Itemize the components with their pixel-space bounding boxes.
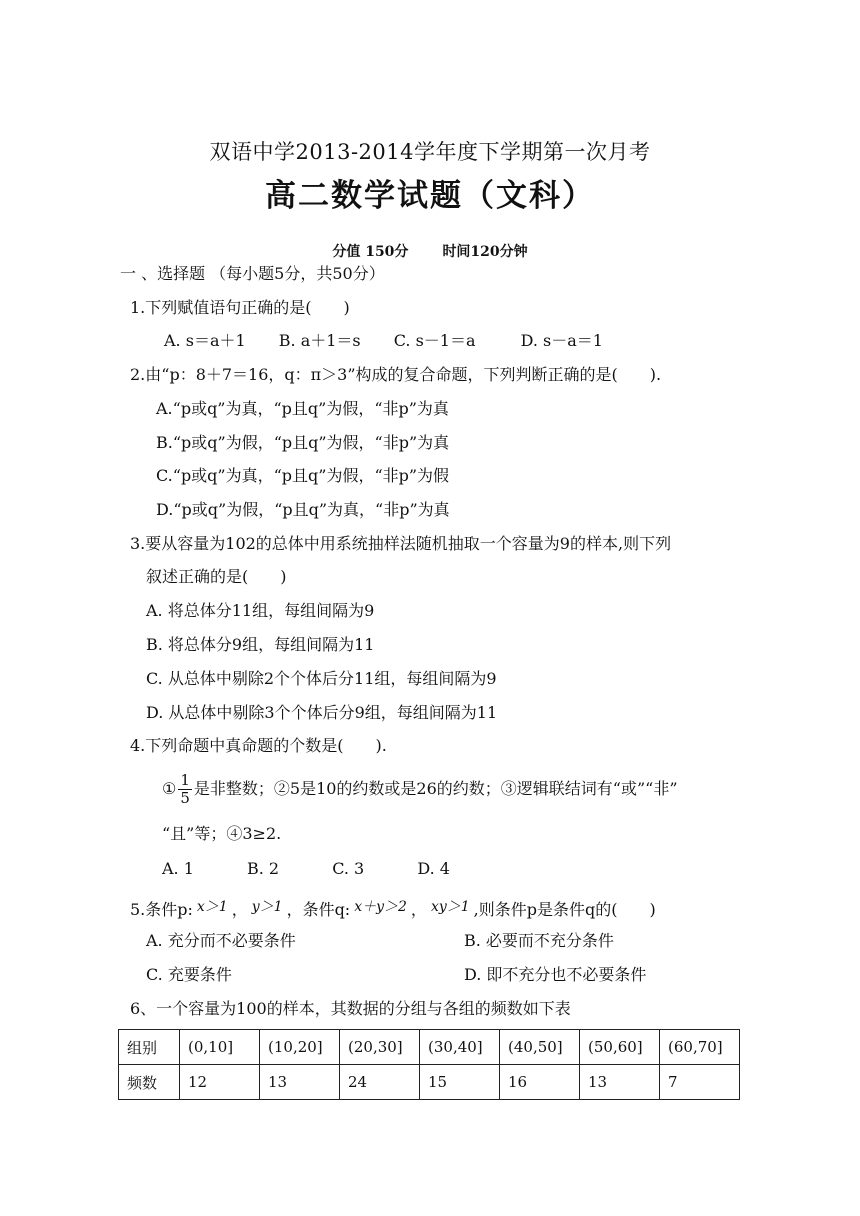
exam-subject-title: 高二数学试题（文科） [265, 178, 595, 214]
question-4-item-line2: “且”等；④3≥2. [162, 824, 282, 843]
table-cell: 15 [420, 1065, 500, 1100]
table-cell: 13 [260, 1065, 340, 1100]
question-4-item-line1 [162, 771, 678, 807]
question-4-stem: 4.下列命题中真命题的个数是( ). [130, 736, 387, 755]
fraction-one-fifth [178, 772, 192, 807]
q2-option-a: A.“p或q”为真，“p且q”为假，“非p”为真 [156, 399, 449, 418]
table-cell: 12 [180, 1065, 260, 1100]
q4-option-c: C. 3 [332, 859, 365, 878]
table-cell: (60,70] [660, 1030, 740, 1065]
question-3-stem-line1: 3.要从容量为102的总体中用系统抽样法随机抽取一个容量为9的样本,则下列 [130, 534, 672, 553]
q2-option-b: B.“p或q”为假，“p且q”为假，“非p”为真 [156, 433, 450, 452]
q2-option-d: D.“p或q”为假，“p且q”为真，“非p”为真 [156, 500, 450, 519]
q3-option-d: D. 从总体中剔除3个个体后分9组，每组间隔为11 [146, 703, 498, 722]
q5-part1: 5.条件p: [130, 900, 193, 919]
q5-condition-y: y＞1 [251, 899, 283, 915]
question-6-stem: 6、一个容量为100的样本，其数据的分组与各组的频数如下表 [130, 999, 571, 1018]
q5-option-c: C. 充要条件 [146, 965, 232, 984]
q4-option-d: D. 4 [417, 859, 450, 878]
q5-condition-x: x＞1 [196, 899, 228, 915]
exam-meta [0, 241, 860, 261]
time-info: 时间120分钟 [442, 244, 528, 260]
question-1-stem: 1.下列赋值语句正确的是( ) [130, 298, 350, 317]
q1-option-c: C. s－1＝a [393, 331, 476, 350]
table-cell: (40,50] [500, 1030, 580, 1065]
table-cell: (10,20] [260, 1030, 340, 1065]
table-cell: 7 [660, 1065, 740, 1100]
section-heading: 一 、选择题 （每小题5分，共50分） [120, 264, 385, 283]
frequency-table [118, 1029, 740, 1100]
q5-option-d: D. 即不充分也不必要条件 [464, 965, 647, 984]
fraction-numerator: 1 [180, 771, 190, 789]
q4-item1-prefix: ① [162, 779, 177, 798]
question-2-stem: 2.由“p：8＋7＝16，q：π＞3”构成的复合命题，下列判断正确的是( ). [130, 365, 662, 384]
q2-option-c: C.“p或q”为真，“p且q”为假，“非p”为假 [156, 466, 450, 485]
q5-option-b: B. 必要而不充分条件 [464, 931, 614, 950]
q5-sep1: ， [231, 900, 248, 919]
table-cell: 24 [340, 1065, 420, 1100]
table-row [119, 1030, 740, 1065]
fraction-denominator: 5 [180, 789, 190, 807]
q3-option-c: C. 从总体中剔除2个个体后分11组，每组间隔为9 [146, 669, 497, 688]
q4-option-a: A. 1 [162, 859, 194, 878]
q5-sep2: ， [410, 900, 427, 919]
q5-part2: ，条件q: [286, 900, 351, 919]
question-1-options [164, 331, 631, 351]
table-row [119, 1065, 740, 1100]
exam-school-title: 双语中学2013-2014学年度下学期第一次月考 [209, 140, 651, 164]
table-cell: (20,30] [340, 1030, 420, 1065]
q4-item1-rest: 是非整数；②5是10的约数或是26的约数；③逻辑联结词有“或”“非” [193, 779, 678, 798]
table-cell: 13 [580, 1065, 660, 1100]
table-row-header: 组别 [119, 1030, 180, 1065]
q5-part3: ,则条件p是条件q的( ) [473, 900, 656, 919]
q5-condition-sum: x＋y＞2 [354, 899, 407, 915]
table-cell: (30,40] [420, 1030, 500, 1065]
q1-option-a: A. s＝a＋1 [164, 331, 246, 350]
question-5-stem [130, 897, 656, 920]
q4-option-b: B. 2 [247, 859, 280, 878]
q3-option-b: B. 将总体分9组，每组间隔为11 [146, 635, 375, 654]
q5-condition-product: xy＞1 [430, 899, 470, 915]
q1-option-b: B. a＋1＝s [278, 331, 361, 350]
score-info: 分值 150分 [332, 244, 409, 260]
question-3-stem-line2: 叙述正确的是( ) [146, 567, 287, 586]
q3-option-a: A. 将总体分11组，每组间隔为9 [146, 601, 375, 620]
table-row-header: 频数 [119, 1065, 180, 1100]
table-cell: 16 [500, 1065, 580, 1100]
q5-option-a: A. 充分而不必要条件 [146, 931, 296, 950]
table-cell: (50,60] [580, 1030, 660, 1065]
table-cell: (0,10] [180, 1030, 260, 1065]
q1-option-d: D. s－a＝1 [520, 331, 603, 350]
question-4-options [162, 859, 478, 879]
